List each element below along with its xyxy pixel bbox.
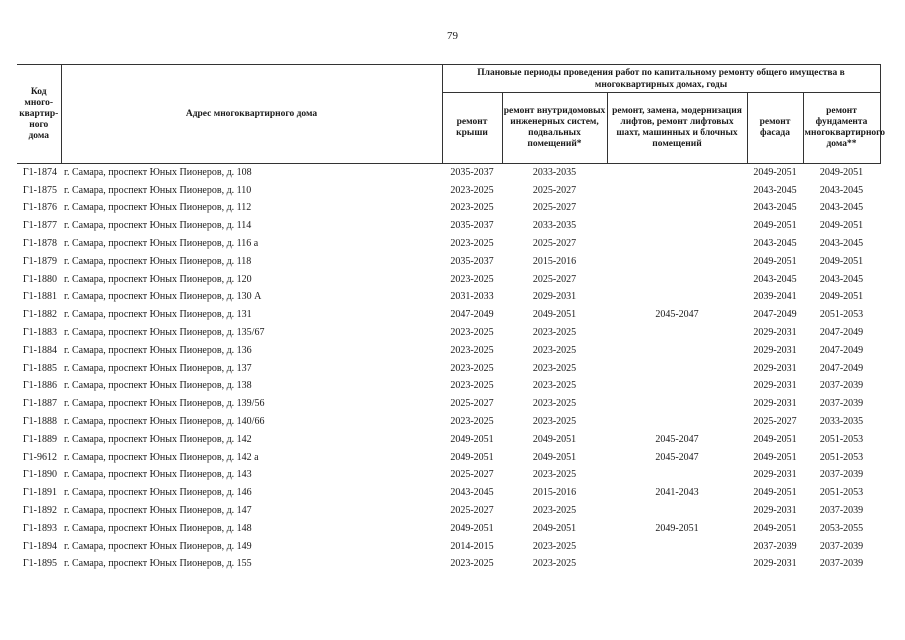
- house-address: г. Самара, проспект Юных Пионеров, д. 118: [64, 255, 252, 267]
- house-address: г. Самара, проспект Юных Пионеров, д. 148: [64, 522, 252, 534]
- systems-period: 2023-2025: [532, 416, 577, 428]
- table-body: [17, 164, 880, 574]
- roof-period: 2047-2049: [450, 309, 494, 321]
- elevators-period: [607, 413, 747, 431]
- elevators-period: [607, 289, 747, 307]
- elevators-period: 2041-2043: [655, 487, 699, 499]
- table-row: [17, 484, 880, 502]
- facade-period: 2029-2031: [753, 380, 797, 392]
- facade-period: 2049-2051: [753, 255, 797, 267]
- house-code: Г1-1887: [22, 398, 57, 410]
- table-row: [17, 467, 880, 485]
- facade-period: 2043-2045: [753, 202, 797, 214]
- foundation-period: 2043-2045: [819, 184, 864, 196]
- house-address: г. Самара, проспект Юных Пионеров, д. 120: [64, 273, 252, 285]
- systems-period: 2023-2025: [532, 469, 577, 481]
- table-row: [17, 217, 880, 235]
- page-number: 79: [447, 30, 458, 42]
- foundation-period: 2043-2045: [819, 273, 864, 285]
- house-code: Г1-1891: [22, 487, 57, 499]
- house-address: г. Самара, проспект Юных Пионеров, д. 130 А: [64, 291, 262, 303]
- systems-period: 2025-2027: [532, 184, 577, 196]
- elevators-period: [607, 556, 747, 574]
- systems-period: 2025-2027: [532, 202, 577, 214]
- house-code: Г1-1885: [22, 362, 57, 374]
- house-code: Г1-1879: [22, 255, 57, 267]
- elevators-period: [607, 217, 747, 235]
- systems-period: 2033-2035: [532, 166, 577, 178]
- elevators-period: [607, 378, 747, 396]
- foundation-period: 2049-2051: [819, 291, 864, 303]
- house-address: г. Самара, проспект Юных Пионеров, д. 112: [64, 202, 252, 214]
- roof-period: 2035-2037: [450, 166, 494, 178]
- house-code: Г1-1895: [22, 558, 57, 570]
- header-elevators: ремонт, замена, модернизация лифтов, ремонт лифтовых шахт, машинных и блочных помещений: [607, 93, 747, 164]
- house-address: г. Самара, проспект Юных Пионеров, д. 108: [64, 166, 252, 178]
- foundation-period: 2051-2053: [819, 451, 864, 463]
- foundation-period: 2043-2045: [819, 238, 864, 250]
- house-address: г. Самара, проспект Юных Пионеров, д. 140/66: [64, 416, 265, 428]
- roof-period: 2049-2051: [450, 451, 494, 463]
- house-address: г. Самара, проспект Юных Пионеров, д. 138: [64, 380, 252, 392]
- house-address: г. Самара, проспект Юных Пионеров, д. 155: [64, 558, 252, 570]
- systems-period: 2025-2027: [532, 273, 577, 285]
- systems-period: 2023-2025: [532, 505, 577, 517]
- header-address: Адрес многоквартирного дома: [61, 65, 442, 164]
- systems-period: 2023-2025: [532, 327, 577, 339]
- roof-period: 2023-2025: [450, 184, 494, 196]
- table-row: [17, 324, 880, 342]
- roof-period: 2035-2037: [450, 255, 494, 267]
- systems-period: 2023-2025: [532, 540, 577, 552]
- house-code: Г1-1886: [22, 380, 57, 392]
- facade-period: 2025-2027: [753, 416, 797, 428]
- roof-period: 2035-2037: [450, 220, 494, 232]
- table-row: [17, 253, 880, 271]
- table-row: [17, 271, 880, 289]
- roof-period: 2025-2027: [450, 505, 494, 517]
- facade-period: 2043-2045: [753, 238, 797, 250]
- table-row: [17, 360, 880, 378]
- house-code: Г1-1877: [22, 220, 57, 232]
- foundation-period: 2053-2055: [819, 522, 864, 534]
- table-row: [17, 413, 880, 431]
- roof-period: 2023-2025: [450, 416, 494, 428]
- house-code: Г1-1881: [22, 291, 57, 303]
- roof-period: 2014-2015: [450, 540, 494, 552]
- elevators-period: [607, 253, 747, 271]
- foundation-period: 2037-2039: [819, 505, 864, 517]
- house-code: Г1-1876: [22, 202, 57, 214]
- table-row: [17, 520, 880, 538]
- facade-period: 2029-2031: [753, 362, 797, 374]
- foundation-period: 2047-2049: [819, 327, 864, 339]
- elevators-period: [607, 200, 747, 218]
- elevators-period: 2045-2047: [655, 309, 699, 321]
- systems-period: 2049-2051: [532, 309, 577, 321]
- house-address: г. Самара, проспект Юных Пионеров, д. 131: [64, 309, 252, 321]
- roof-period: 2023-2025: [450, 344, 494, 356]
- facade-period: 2029-2031: [753, 327, 797, 339]
- foundation-period: 2037-2039: [819, 540, 864, 552]
- house-code: Г1-1882: [22, 309, 57, 321]
- table-row: [17, 378, 880, 396]
- house-code: Г1-1888: [22, 416, 57, 428]
- facade-period: 2049-2051: [753, 451, 797, 463]
- house-address: г. Самара, проспект Юных Пионеров, д. 149: [64, 540, 252, 552]
- table-row: [17, 449, 880, 467]
- foundation-period: 2051-2053: [819, 487, 864, 499]
- table-row: [17, 431, 880, 449]
- roof-period: 2049-2051: [450, 433, 494, 445]
- table-row: [17, 235, 880, 253]
- systems-period: 2025-2027: [532, 238, 577, 250]
- elevators-period: [607, 182, 747, 200]
- systems-period: 2015-2016: [532, 255, 577, 267]
- facade-period: 2047-2049: [753, 309, 797, 321]
- house-code: Г1-1878: [22, 238, 57, 250]
- systems-period: 2049-2051: [532, 433, 577, 445]
- systems-period: 2015-2016: [532, 487, 577, 499]
- facade-period: 2043-2045: [753, 273, 797, 285]
- house-address: г. Самара, проспект Юных Пионеров, д. 135/67: [64, 327, 265, 339]
- systems-period: 2023-2025: [532, 558, 577, 570]
- table-row: [17, 538, 880, 556]
- house-address: г. Самара, проспект Юных Пионеров, д. 143: [64, 469, 252, 481]
- facade-period: 2029-2031: [753, 558, 797, 570]
- table-row: [17, 200, 880, 218]
- systems-period: 2033-2035: [532, 220, 577, 232]
- facade-period: 2049-2051: [753, 433, 797, 445]
- roof-period: 2043-2045: [450, 487, 494, 499]
- elevators-period: [607, 502, 747, 520]
- house-address: г. Самара, проспект Юных Пионеров, д. 139/56: [64, 398, 265, 410]
- facade-period: 2043-2045: [753, 184, 797, 196]
- facade-period: 2039-2041: [753, 291, 797, 303]
- elevators-period: [607, 538, 747, 556]
- roof-period: 2023-2025: [450, 273, 494, 285]
- facade-period: 2049-2051: [753, 487, 797, 499]
- facade-period: 2029-2031: [753, 398, 797, 410]
- house-code: Г1-9612: [22, 451, 57, 463]
- roof-period: 2023-2025: [450, 558, 494, 570]
- capital-repair-table: [17, 64, 886, 573]
- foundation-period: 2049-2051: [819, 166, 864, 178]
- house-address: г. Самара, проспект Юных Пионеров, д. 116 а: [64, 238, 259, 250]
- house-address: г. Самара, проспект Юных Пионеров, д. 110: [64, 184, 252, 196]
- systems-period: 2023-2025: [532, 398, 577, 410]
- header-code: Код много-квартир-ного дома: [17, 65, 61, 164]
- foundation-period: 2047-2049: [819, 344, 864, 356]
- table-row: [17, 342, 880, 360]
- table-row: [17, 395, 880, 413]
- table-row: [17, 182, 880, 200]
- foundation-period: 2037-2039: [819, 398, 864, 410]
- facade-period: 2037-2039: [753, 540, 797, 552]
- header-systems: ремонт внутридомовых инженерных систем, подвальных помещений*: [502, 93, 607, 164]
- house-address: г. Самара, проспект Юных Пионеров, д. 146: [64, 487, 252, 499]
- facade-period: 2029-2031: [753, 469, 797, 481]
- house-code: Г1-1890: [22, 469, 57, 481]
- elevators-period: 2045-2047: [655, 451, 699, 463]
- systems-period: 2023-2025: [532, 362, 577, 374]
- roof-period: 2049-2051: [450, 522, 494, 534]
- header-periods-group: Плановые периоды проведения работ по капитальному ремонту общего имущества в многоквартирных домах, годы: [442, 65, 880, 93]
- elevators-period: [607, 235, 747, 253]
- foundation-period: 2047-2049: [819, 362, 864, 374]
- house-code: Г1-1892: [22, 505, 57, 517]
- foundation-period: 2043-2045: [819, 202, 864, 214]
- elevators-period: [607, 164, 747, 182]
- systems-period: 2049-2051: [532, 451, 577, 463]
- house-code: Г1-1893: [22, 522, 57, 534]
- facade-period: 2029-2031: [753, 344, 797, 356]
- elevators-period: [607, 271, 747, 289]
- elevators-period: [607, 324, 747, 342]
- table-header: [17, 65, 886, 164]
- table-row: [17, 556, 880, 574]
- foundation-period: 2037-2039: [819, 380, 864, 392]
- house-code: Г1-1874: [22, 166, 57, 178]
- roof-period: 2023-2025: [450, 327, 494, 339]
- elevators-period: 2049-2051: [655, 522, 699, 534]
- header-foundation: ремонт фундамента многоквартирного дома**: [803, 93, 880, 164]
- table-row: [17, 289, 880, 307]
- facade-period: 2049-2051: [753, 522, 797, 534]
- facade-period: 2049-2051: [753, 220, 797, 232]
- house-address: г. Самара, проспект Юных Пионеров, д. 114: [64, 220, 252, 232]
- house-code: Г1-1884: [22, 344, 57, 356]
- foundation-period: 2049-2051: [819, 255, 864, 267]
- roof-period: 2023-2025: [450, 202, 494, 214]
- systems-period: 2029-2031: [532, 291, 577, 303]
- roof-period: 2025-2027: [450, 469, 494, 481]
- foundation-period: 2051-2053: [819, 309, 864, 321]
- facade-period: 2049-2051: [753, 166, 797, 178]
- house-address: г. Самара, проспект Юных Пионеров, д. 147: [64, 505, 252, 517]
- elevators-period: 2045-2047: [655, 433, 699, 445]
- house-address: г. Самара, проспект Юных Пионеров, д. 142: [64, 433, 252, 445]
- table-row: [17, 164, 880, 182]
- foundation-period: 2033-2035: [819, 416, 864, 428]
- house-address: г. Самара, проспект Юных Пионеров, д. 137: [64, 362, 252, 374]
- elevators-period: [607, 360, 747, 378]
- systems-period: 2049-2051: [532, 522, 577, 534]
- house-code: Г1-1889: [22, 433, 57, 445]
- foundation-period: 2049-2051: [819, 220, 864, 232]
- header-roof: ремонт крыши: [442, 93, 502, 164]
- elevators-period: [607, 395, 747, 413]
- elevators-period: [607, 342, 747, 360]
- roof-period: 2025-2027: [450, 398, 494, 410]
- table-row: [17, 502, 880, 520]
- foundation-period: 2037-2039: [819, 558, 864, 570]
- systems-period: 2023-2025: [532, 380, 577, 392]
- house-address: г. Самара, проспект Юных Пионеров, д. 136: [64, 344, 252, 356]
- roof-period: 2023-2025: [450, 238, 494, 250]
- elevators-period: [607, 467, 747, 485]
- table-row: [17, 306, 880, 324]
- house-code: Г1-1883: [22, 327, 57, 339]
- roof-period: 2023-2025: [450, 380, 494, 392]
- house-code: Г1-1875: [22, 184, 57, 196]
- header-facade: ремонт фасада: [747, 93, 803, 164]
- house-address: г. Самара, проспект Юных Пионеров, д. 142 а: [64, 451, 259, 463]
- foundation-period: 2037-2039: [819, 469, 864, 481]
- house-code: Г1-1894: [22, 540, 57, 552]
- roof-period: 2031-2033: [450, 291, 494, 303]
- foundation-period: 2051-2053: [819, 433, 864, 445]
- systems-period: 2023-2025: [532, 344, 577, 356]
- roof-period: 2023-2025: [450, 362, 494, 374]
- house-code: Г1-1880: [22, 273, 57, 285]
- facade-period: 2029-2031: [753, 505, 797, 517]
